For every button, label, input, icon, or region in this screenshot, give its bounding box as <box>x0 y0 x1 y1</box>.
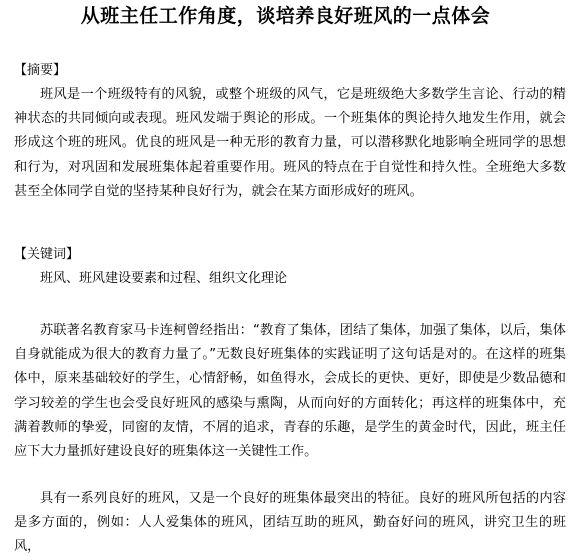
abstract-paragraph: 班风是一个班级特有的风貌，或整个班级的风气，它是班级绝大多数学生言论、行动的精神状态的共同倾向或表现。班风发端于舆论的形成。一个班集体的舆论持久地发生作用，就会形成这个班的班风。优良的班风是一种无形的教育力量，可以潜移默化地影响全班同学的思想和行为，对巩固和发展班集体起着重要作用。班风的特点在于自觉性和持久性。全班绝大多数甚至全体同学自觉的坚持某种良好行为，就会在某方面形成好的班风。 <box>14 87 566 199</box>
abstract-heading: 【摘要】 <box>14 63 67 78</box>
body-paragraph-2: 具有一系列良好的班风，又是一个良好的班集体最突出的特征。良好的班风所包括的内容是多方面的，例如：人人爱集体的班风，团结互助的班风，勤奋好问的班风，讲究卫生的班风， <box>14 491 566 555</box>
body-paragraph-1: 苏联著名教育家马卡连柯曾经指出：“教育了集体，团结了集体，加强了集体，以后，集体自身就能成为很大的教育力量了。”无数良好班集体的实践证明了这句话是对的。在这样的班集体中，原来基础较好的学生，心情舒畅，如鱼得水，会成长的更快、更好，即使是少数品德和学习较差的学生也会受良好班风的感染与熏陶，从而向好的方面转化；再这样的班集体中，充满着教师的挚爱，同窗的友情，不屑的追求，青春的乐趣，是学生的黄金时代，因此，班主任应下大力量抓好建设良好的班集体这一关键性工作。 <box>14 323 566 460</box>
keywords-heading: 【关键词】 <box>14 247 80 262</box>
keywords-text: 班风、班风建设要素和过程、组织文化理论 <box>40 271 288 286</box>
document-title: 从班主任工作角度，谈培养良好班风的一点体会 <box>80 5 491 27</box>
